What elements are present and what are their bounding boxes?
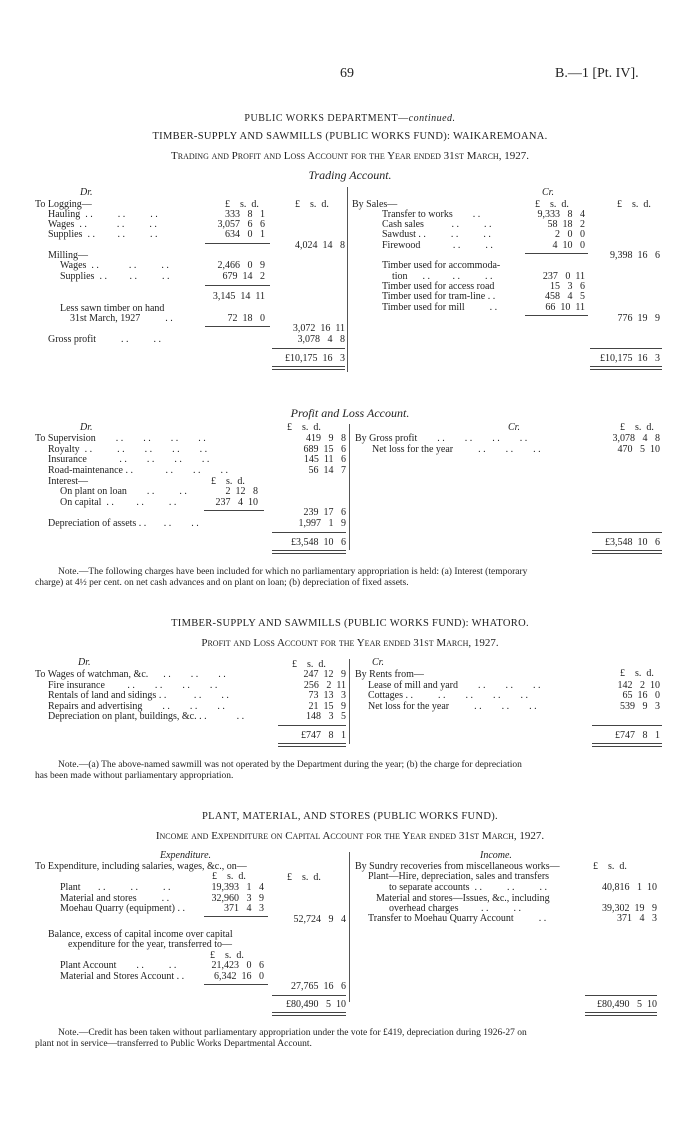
capital-debit-line: Balance, excess of capital income over capital (48, 929, 233, 940)
trading-debit-total: 3,078 4 8 (297, 334, 345, 345)
capital-credit-amount: 40,816 1 10 (602, 882, 657, 893)
section3-title: PLANT, MATERIAL, AND STORES (PUBLIC WORKS FUND). (202, 811, 498, 822)
whatoro-credit-line: Cottages . . . . . . . . . . (368, 690, 528, 701)
whatoro-debit-line: To Wages of watchman, &c. . . . . . . (35, 669, 226, 680)
trading-debit-line: Wages . . . . . . (60, 260, 169, 271)
capital-credit-line: Transfer to Moehau Quarry Account . . (368, 913, 547, 924)
trading-credit-amount: 66 10 11 (545, 302, 585, 313)
whatoro-debit-line: Depreciation on plant, buildings, &c. . . . . (48, 711, 245, 722)
pl-credit-grand-total: £3,548 10 6 (605, 537, 660, 548)
capital-debit-amount: 6,342 16 0 (214, 971, 264, 982)
whatoro-credit-psd: £ s. d. (620, 668, 654, 679)
trading-credit-line: Timber used for accommoda- (382, 260, 501, 271)
trading-divider (347, 187, 348, 372)
trading-credit-amount: 58 18 2 (547, 219, 585, 230)
section1-title: TIMBER-SUPPLY AND SAWMILLS (PUBLIC WORKS FUND): WAIKAREMOANA. (152, 131, 548, 142)
trading-debit-amount: 333 8 1 (225, 209, 265, 220)
whatoro-debit-amount: 21 15 9 (308, 701, 346, 712)
capital-debit-psd-outer: £ s. d. (287, 872, 321, 883)
whatoro-credit-amount: 142 2 10 (617, 680, 660, 691)
trading-credit-grand-total: £10,175 16 3 (600, 353, 660, 364)
capital-debit-line: To Expenditure, including salaries, wages, &c., on— (35, 861, 247, 872)
section2-subtitle: Profit and Loss Account for the Year ended 31st March, 1927. (201, 637, 499, 649)
whatoro-debit-amount: 247 12 9 (303, 669, 346, 680)
double-rule (590, 366, 662, 370)
trading-credit-line: Timber used for mill . . (382, 302, 498, 313)
capital-debit-line: expenditure for the year, transferred to— (68, 939, 232, 950)
rule (272, 532, 346, 533)
rule (205, 326, 270, 327)
capital-credit-amount: 371 4 3 (617, 913, 657, 924)
trading-debit-line: Less sawn timber on hand (60, 303, 165, 314)
capital-debit-total: 52,724 9 4 (293, 914, 346, 925)
pl-credit-line: Net loss for the year . . . . . . (372, 444, 541, 455)
rule (205, 243, 270, 244)
capital-credit-line: to separate accounts . . . . . . (389, 882, 548, 893)
pl-account-heading: Profit and Loss Account. (290, 406, 410, 420)
department-title (0, 113, 700, 125)
capital-debit-line: Plant . . . . . . (60, 882, 171, 893)
capital-debit-amount: 371 4 3 (224, 903, 264, 914)
rule (525, 315, 588, 316)
trading-debit-total: 4,024 14 8 (295, 240, 345, 251)
whatoro-credit-amount: 539 9 3 (620, 701, 660, 712)
whatoro-debit-line: Rentals of land and sidings . . . . . . (48, 690, 229, 701)
note-1-line-1: Note.—The following charges have been included for which no parliamentary appropriation is held: (a) Interest (temporary (58, 567, 528, 577)
capital-divider (349, 852, 350, 1002)
pl-debit-line: On capital . . . . . . (60, 497, 177, 508)
trading-debit-amount: 72 18 0 (227, 313, 265, 324)
pl-debit-line: To Supervision . . . . . . . . (35, 433, 206, 444)
whatoro-credit-total: £747 8 1 (615, 730, 660, 741)
page-number: 69 (340, 66, 354, 81)
double-rule (272, 1012, 346, 1016)
department-label: PUBLIC WORKS DEPARTMENT— (244, 113, 409, 124)
capital-debit-amount: 32,960 3 9 (211, 893, 264, 904)
rule (592, 725, 662, 726)
trading-debit-line: Supplies . . . . . . (48, 229, 158, 240)
trading-credit-amount: 9,333 8 4 (537, 209, 585, 220)
rule (205, 285, 270, 286)
whatoro-divider (349, 659, 350, 744)
whatoro-debit-total: £747 8 1 (301, 730, 346, 741)
section1-subtitle: Trading and Profit and Loss Account for the Year ended 31st March, 1927. (171, 150, 529, 162)
rule (585, 995, 657, 996)
note-2-line-1: Note.—(a) The above-named sawmill was not operated by the Department during the year; (b) the charge for depreciation (58, 760, 522, 770)
pl-debit-amount: 1,997 1 9 (298, 518, 346, 529)
trading-debit-line: Supplies . . . . . . (60, 271, 170, 282)
capital-credit-line: Material and stores—Issues, &c., including (376, 893, 550, 904)
double-rule (272, 366, 345, 370)
trading-credit-total: 776 19 9 (617, 313, 660, 324)
trading-credit-line: Transfer to works . . (382, 209, 481, 220)
capital-credit-line: Plant—Hire, depreciation, sales and transfers (368, 871, 550, 882)
pl-interest-amount: 2 12 8 (225, 486, 258, 497)
rule (590, 348, 662, 349)
rule (204, 984, 268, 985)
pl-debit-line: Royalty . . . . . . . . . . (48, 444, 208, 455)
trading-credit-line: Sawdust . . . . . . (382, 229, 491, 240)
pl-credit-psd: £ s. d. (620, 422, 654, 433)
expenditure-label: Expenditure. (160, 850, 212, 861)
pl-debit-line: Interest— (48, 476, 88, 487)
trading-debit-line: Hauling . . . . . . (48, 209, 158, 220)
capital-balance-psd: £ s. d. (210, 950, 244, 961)
whatoro-credit-amount: 65 16 0 (622, 690, 660, 701)
trading-credit-amount: 4 10 0 (552, 240, 585, 251)
whatoro-cr-label: Cr. (372, 657, 384, 668)
pl-debit-grand-total: £3,548 10 6 (291, 537, 346, 548)
capital-debit-total: 27,765 16 6 (291, 981, 346, 992)
rule (272, 995, 346, 996)
pl-debit-line: Road-maintenance . . . . . . . . (48, 465, 228, 476)
pl-dr-label: Dr. (80, 422, 93, 433)
capital-debit-amount: 19,393 1 4 (211, 882, 264, 893)
trading-debit-psd-inner: £ s. d. (225, 199, 259, 210)
trading-credit-line: Timber used for tram-line . . (382, 291, 496, 302)
whatoro-credit-line: Lease of mill and yard . . . . . . (368, 680, 541, 691)
trading-debit-total: 3,072 16 11 (292, 323, 345, 334)
pl-divider (349, 424, 350, 550)
rule (204, 510, 264, 511)
pl-debit-amount: 239 17 6 (303, 507, 346, 518)
whatoro-debit-amount: 148 3 5 (306, 711, 346, 722)
whatoro-credit-line: Net loss for the year . . . . . . (368, 701, 537, 712)
section2-title: TIMBER-SUPPLY AND SAWMILLS (PUBLIC WORKS FUND): WHATORO. (171, 618, 529, 629)
trading-credit-line: tion . . . . . . (392, 271, 493, 282)
trading-debit-amount: 3,057 6 6 (217, 219, 265, 230)
trading-debit-line: Wages . . . . . . (48, 219, 157, 230)
pl-debit-line: Insurance . . . . . . . . (48, 454, 210, 465)
trading-credit-line: By Sales— (352, 199, 398, 210)
trading-credit-total: 9,398 16 6 (610, 250, 660, 261)
capital-debit-line: Moehau Quarry (equipment) . . (60, 903, 185, 914)
pl-credit-amount: 470 5 10 (617, 444, 660, 455)
trading-credit-line: Cash sales . . . . (382, 219, 492, 230)
pl-cr-label: Cr. (508, 422, 520, 433)
section3-subtitle: Income and Expenditure on Capital Account for the Year ended 31st March, 1927. (155, 830, 545, 842)
pl-debit-amount: 419 9 8 (306, 433, 346, 444)
pl-interest-psd: £ s. d. (211, 476, 245, 487)
double-rule (592, 743, 662, 747)
income-label: Income. (480, 850, 512, 861)
trading-debit-amount: 2,466 0 9 (217, 260, 265, 271)
trading-debit-amount: 3,145 14 11 (212, 291, 265, 302)
pl-credit-line: By Gross profit . . . . . . . . (355, 433, 528, 444)
trading-credit-line: Firewood . . . . (382, 240, 493, 251)
capital-debit-grand-total: £80,490 5 10 (286, 999, 346, 1010)
capital-debit-line: Material and Stores Account . . (60, 971, 185, 982)
trading-debit-line: 31st March, 1927 . . (70, 313, 173, 324)
trading-credit-line: Timber used for access road (382, 281, 495, 292)
capital-credit-line: overhead charges . . . . (389, 903, 522, 914)
capital-credit-grand-total: £80,490 5 10 (597, 999, 657, 1010)
whatoro-credit-line: By Rents from— (355, 669, 424, 680)
trading-debit-psd-outer: £ s. d. (295, 199, 329, 210)
rule (592, 532, 662, 533)
pl-debit-psd: £ s. d. (287, 422, 321, 433)
page-reference: B.—1 [Pt. IV]. (555, 66, 639, 81)
pl-debit-amount: 56 14 7 (308, 465, 346, 476)
trading-credit-amount: 458 4 5 (545, 291, 585, 302)
trading-account-heading: Trading Account. (308, 168, 392, 182)
trading-debit-line: To Logging— (35, 199, 92, 210)
pl-debit-line: Depreciation of assets . . . . . . (48, 518, 199, 529)
pl-debit-line: On plant on loan . . . . (60, 486, 187, 497)
capital-debit-line: Material and stores . . (60, 893, 170, 904)
whatoro-debit-psd: £ s. d. (292, 659, 326, 670)
trading-debit-line: Milling— (48, 250, 89, 261)
rule (204, 916, 268, 917)
capital-debit-line: Plant Account . . . . (60, 960, 177, 971)
whatoro-debit-amount: 73 13 3 (308, 690, 346, 701)
trading-dr-label: Dr. (80, 187, 93, 198)
trading-debit-amount: 634 0 1 (225, 229, 265, 240)
trading-credit-amount: 15 3 6 (550, 281, 585, 292)
double-rule (278, 743, 346, 747)
note-2-line-2: has been made without parliamentary appropriation. (35, 771, 234, 781)
trading-credit-psd-inner: £ s. d. (535, 199, 569, 210)
whatoro-debit-line: Fire insurance . . . . . . . . (48, 680, 218, 691)
whatoro-dr-label: Dr. (78, 657, 91, 668)
pl-debit-amount: 689 15 6 (303, 444, 346, 455)
department-continued: continued. (408, 113, 456, 124)
note-1-line-2: charge) at 4½ per cent. on net cash advances and on plant on loan; (b) depreciation of fixed assets. (35, 578, 409, 588)
trading-debit-amount: 679 14 2 (222, 271, 265, 282)
capital-debit-amount: 21,423 0 6 (211, 960, 264, 971)
whatoro-debit-amount: 256 2 11 (303, 680, 346, 691)
double-rule (585, 1012, 657, 1016)
pl-credit-amount: 3,078 4 8 (612, 433, 660, 444)
double-rule (272, 550, 346, 554)
rule (525, 253, 588, 254)
whatoro-debit-line: Repairs and advertising . . . . . . (48, 701, 225, 712)
rule (278, 725, 346, 726)
double-rule (592, 550, 662, 554)
note-3-line-2: plant not in service—transferred to Public Works Departmental Account. (35, 1039, 312, 1049)
trading-debit-grand-total: £10,175 16 3 (285, 353, 345, 364)
rule (272, 348, 345, 349)
trading-credit-amount: 237 0 11 (542, 271, 585, 282)
capital-debit-psd: £ s. d. (212, 871, 246, 882)
trading-credit-psd-outer: £ s. d. (617, 199, 651, 210)
trading-cr-label: Cr. (542, 187, 554, 198)
capital-credit-amount: 39,302 19 9 (602, 903, 657, 914)
pl-debit-amount: 145 11 6 (303, 454, 346, 465)
trading-debit-line: Gross profit . . . . (48, 334, 162, 345)
pl-interest-amount: 237 4 10 (215, 497, 258, 508)
note-3-line-1: Note.—Credit has been taken without parliamentary appropriation under the vote for £419, depreciation during 1926-27 on (58, 1028, 527, 1038)
capital-credit-line: By Sundry recoveries from miscellaneous works— (355, 861, 560, 872)
trading-credit-amount: 2 0 0 (555, 229, 585, 240)
capital-credit-psd: £ s. d. (593, 861, 627, 872)
